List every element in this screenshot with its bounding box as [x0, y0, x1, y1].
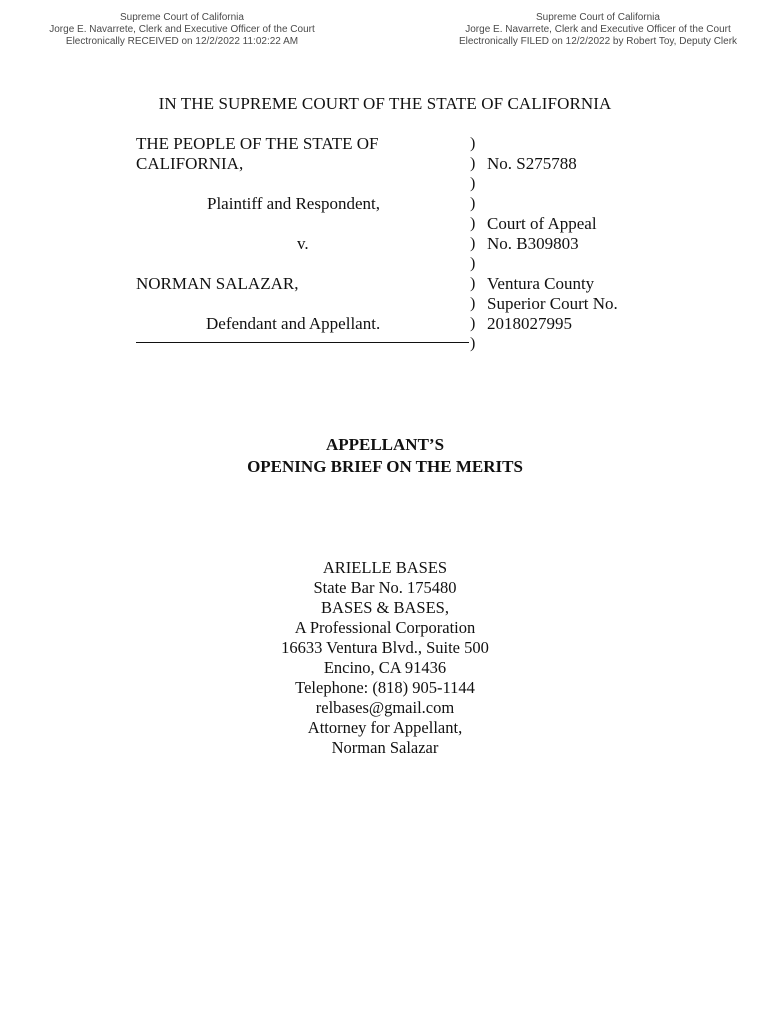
bar-number: State Bar No. 175480	[313, 578, 457, 597]
versus: v.	[297, 234, 309, 253]
paren: )	[470, 315, 476, 332]
received-stamp-status: Electronically RECEIVED on 12/2/2022 11:02:22 AM	[65, 36, 299, 47]
appeal-number: No. B309803	[487, 234, 579, 253]
case-number: No. S275788	[487, 154, 577, 173]
counsel-block	[0, 558, 770, 758]
telephone: Telephone: (818) 905-1144	[295, 678, 475, 697]
brief-title	[0, 434, 770, 478]
filed-stamp-clerk: Jorge E. Navarrete, Clerk and Executive Officer of the Court	[465, 24, 731, 35]
plaintiff-role: Plaintiff and Respondent,	[207, 194, 380, 213]
paren: )	[470, 255, 476, 272]
paren: )	[470, 175, 476, 192]
received-stamp-court: Supreme Court of California	[120, 12, 244, 23]
plaintiff-line-2: CALIFORNIA,	[136, 154, 244, 173]
received-stamp-clerk: Jorge E. Navarrete, Clerk and Executive Officer of the Court	[49, 24, 315, 35]
paren: )	[470, 195, 476, 212]
paren: )	[470, 235, 476, 252]
address-line-1: 16633 Ventura Blvd., Suite 500	[281, 638, 489, 657]
paren: )	[470, 155, 476, 172]
received-stamp	[48, 12, 316, 48]
case-caption	[136, 134, 656, 356]
firm-name: BASES & BASES,	[321, 598, 449, 617]
filed-stamp-status: Electronically FILED on 12/2/2022 by Robert Toy, Deputy Clerk	[458, 36, 738, 47]
paren: )	[470, 135, 476, 152]
address-line-2: Encino, CA 91436	[323, 658, 447, 677]
county-line-2: Superior Court No.	[487, 294, 618, 313]
filed-stamp	[456, 12, 740, 48]
plaintiff-line-1: THE PEOPLE OF THE STATE OF	[136, 134, 379, 153]
caption-rule	[136, 342, 469, 343]
email: relbases@gmail.com	[315, 698, 455, 717]
filed-stamp-court: Supreme Court of California	[536, 12, 660, 23]
county-line-1: Ventura County	[487, 274, 595, 293]
appeal-court-label: Court of Appeal	[487, 214, 597, 233]
attorney-role: Attorney for Appellant,	[307, 718, 463, 737]
paren: )	[470, 335, 476, 352]
court-heading: IN THE SUPREME COURT OF THE STATE OF CALIFORNIA	[158, 94, 612, 113]
client-name: Norman Salazar	[331, 738, 439, 757]
paren: )	[470, 295, 476, 312]
caption-parentheses	[470, 134, 482, 354]
brief-title-line-2: OPENING BRIEF ON THE MERITS	[247, 457, 523, 476]
defendant-role: Defendant and Appellant.	[206, 314, 381, 333]
attorney-name: ARIELLE BASES	[322, 558, 448, 577]
firm-type: A Professional Corporation	[294, 618, 476, 637]
brief-title-line-1: APPELLANT’S	[325, 435, 445, 454]
superior-court-number: 2018027995	[487, 314, 572, 333]
defendant-name: NORMAN SALAZAR,	[136, 274, 299, 293]
paren: )	[470, 275, 476, 292]
paren: )	[470, 215, 476, 232]
